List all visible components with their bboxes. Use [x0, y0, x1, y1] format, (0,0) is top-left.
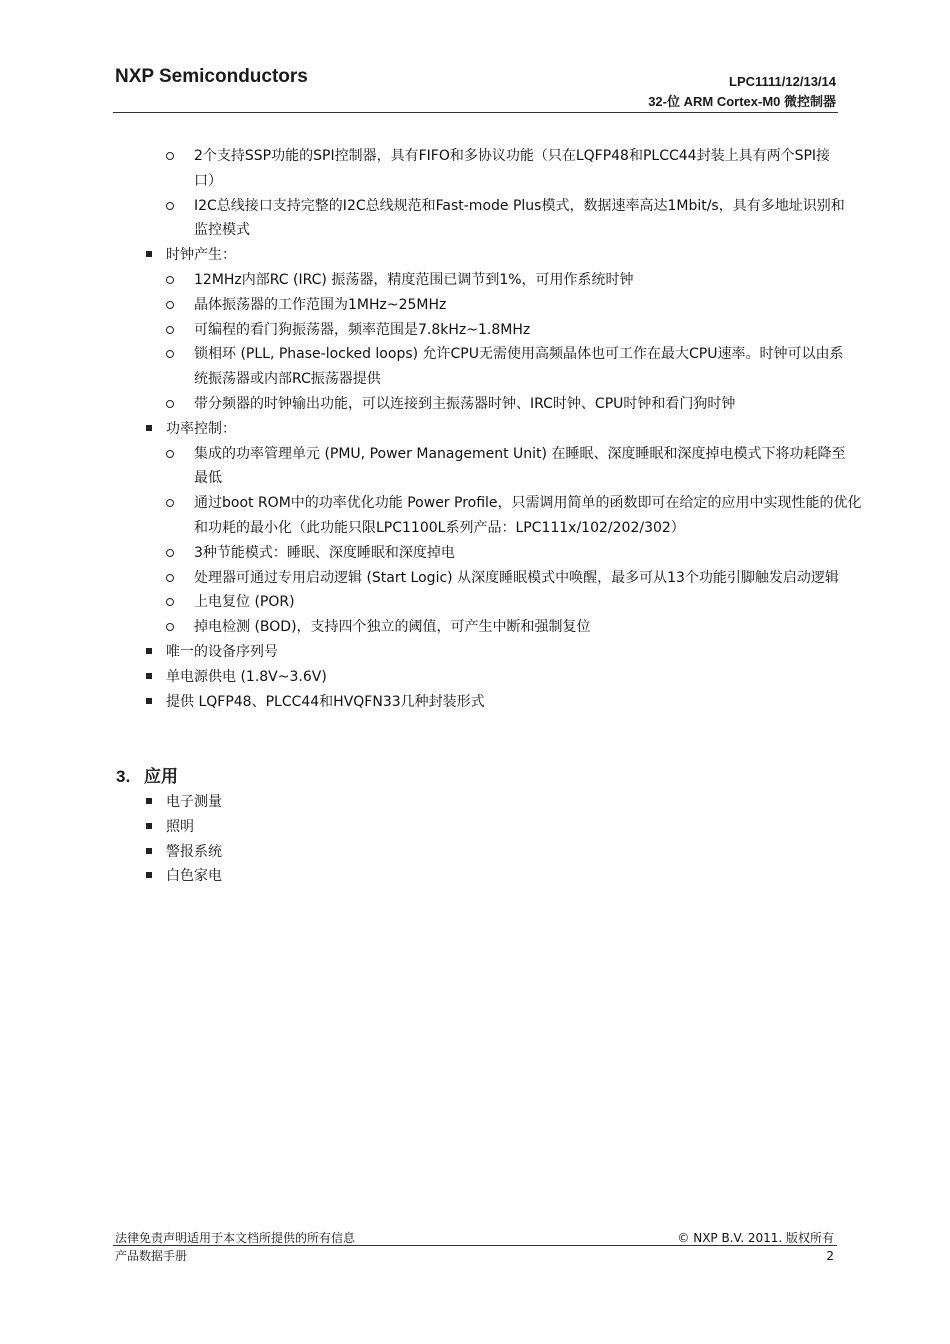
- header-divider: [113, 112, 838, 113]
- square-bullet-icon: [146, 848, 152, 854]
- circle-bullet-icon: [166, 598, 174, 606]
- list-item-clock: 时钟产生：: [0, 243, 846, 268]
- square-bullet-icon: [146, 698, 152, 704]
- applications-list: [0, 790, 950, 889]
- list-item: 锁相环 (PLL, Phase-locked loops) 允许CPU无需使用高频晶体也可工作在最大CPU速率。时钟可以由系统振荡器或内部RC振荡器提供: [0, 342, 846, 392]
- footer-right: [677, 1229, 834, 1265]
- circle-bullet-icon: [166, 400, 174, 408]
- part-numbers: LPC1111/12/13/14: [729, 74, 836, 89]
- square-bullet-icon: [146, 648, 152, 654]
- circle-bullet-icon: [166, 574, 174, 582]
- list-item: 上电复位 (POR): [0, 590, 846, 615]
- circle-bullet-icon: [166, 152, 174, 160]
- list-item: 提供 LQFP48、PLCC44和HVQFN33几种封装形式: [0, 690, 846, 715]
- page-number: 2: [826, 1249, 834, 1263]
- square-bullet-icon: [146, 798, 152, 804]
- square-bullet-icon: [146, 425, 152, 431]
- feature-list: [0, 144, 950, 714]
- footer-disclaimer: 法律免责声明适用于本文档所提供的所有信息: [115, 1231, 356, 1245]
- page-header-right: [648, 72, 836, 112]
- circle-bullet-icon: [166, 350, 174, 358]
- list-item: 带分频器的时钟输出功能，可以连接到主振荡器时钟、IRC时钟、CPU时钟和看门狗时钟: [0, 392, 846, 417]
- circle-bullet-icon: [166, 301, 174, 309]
- circle-bullet-icon: [166, 623, 174, 631]
- list-item: 掉电检测 (BOD)，支持四个独立的阈值，可产生中断和强制复位: [0, 615, 846, 640]
- section-title: 应用: [144, 767, 178, 786]
- section-number: 3.: [116, 767, 131, 786]
- list-item: 晶体振荡器的工作范围为1MHz~25MHz: [0, 293, 846, 318]
- list-item: 电子测量: [0, 790, 846, 815]
- list-item: 照明: [0, 815, 846, 840]
- list-item: I2C总线接口支持完整的I2C总线规范和Fast-mode Plus模式，数据速率高达1Mbit/s，具有多地址识别和监控模式: [0, 194, 846, 244]
- list-item: 通过boot ROM中的功率优化功能 Power Profile，只需调用简单的函数即可在给定的应用中实现性能的优化和功耗的最小化（此功能只限LPC1100L系列产品：LPC111x/102/202/302）: [0, 491, 870, 541]
- page-header-company: NXP Semiconductors: [115, 66, 308, 87]
- circle-bullet-icon: [166, 549, 174, 557]
- circle-bullet-icon: [166, 499, 174, 507]
- square-bullet-icon: [146, 251, 152, 257]
- square-bullet-icon: [146, 673, 152, 679]
- circle-bullet-icon: [166, 450, 174, 458]
- footer-copyright: © NXP B.V. 2011. 版权所有: [677, 1231, 834, 1245]
- list-item: 警报系统: [0, 840, 846, 865]
- square-bullet-icon: [146, 872, 152, 878]
- list-item: 唯一的设备序列号: [0, 640, 846, 665]
- list-item: 2个支持SSP功能的SPI控制器，具有FIFO和多协议功能（只在LQFP48和PLCC44封装上具有两个SPI接口）: [0, 144, 846, 194]
- list-item: 12MHz内部RC (IRC) 振荡器，精度范围已调节到1%，可用作系统时钟: [0, 268, 846, 293]
- list-item: 白色家电: [0, 864, 846, 889]
- list-item: 单电源供电 (1.8V~3.6V): [0, 665, 846, 690]
- list-item: 集成的功率管理单元 (PMU, Power Management Unit) 在睡眠、深度睡眠和深度掉电模式下将功耗降至最低: [0, 442, 846, 492]
- footer-doc-type: 产品数据手册: [115, 1249, 188, 1263]
- footer-left: [115, 1229, 355, 1265]
- list-item: 处理器可通过专用启动逻辑 (Start Logic) 从深度睡眠模式中唤醒，最多可从13个功能引脚触发启动逻辑: [0, 566, 846, 591]
- circle-bullet-icon: [166, 326, 174, 334]
- section-heading-applications: [116, 762, 178, 787]
- document-subtitle: 32-位 ARM Cortex-M0 微控制器: [648, 94, 836, 109]
- square-bullet-icon: [146, 823, 152, 829]
- list-item: 3种节能模式：睡眠、深度睡眠和深度掉电: [0, 541, 846, 566]
- circle-bullet-icon: [166, 276, 174, 284]
- circle-bullet-icon: [166, 202, 174, 210]
- list-item-power: 功率控制：: [0, 417, 846, 442]
- list-item: 可编程的看门狗振荡器，频率范围是7.8kHz~1.8MHz: [0, 318, 846, 343]
